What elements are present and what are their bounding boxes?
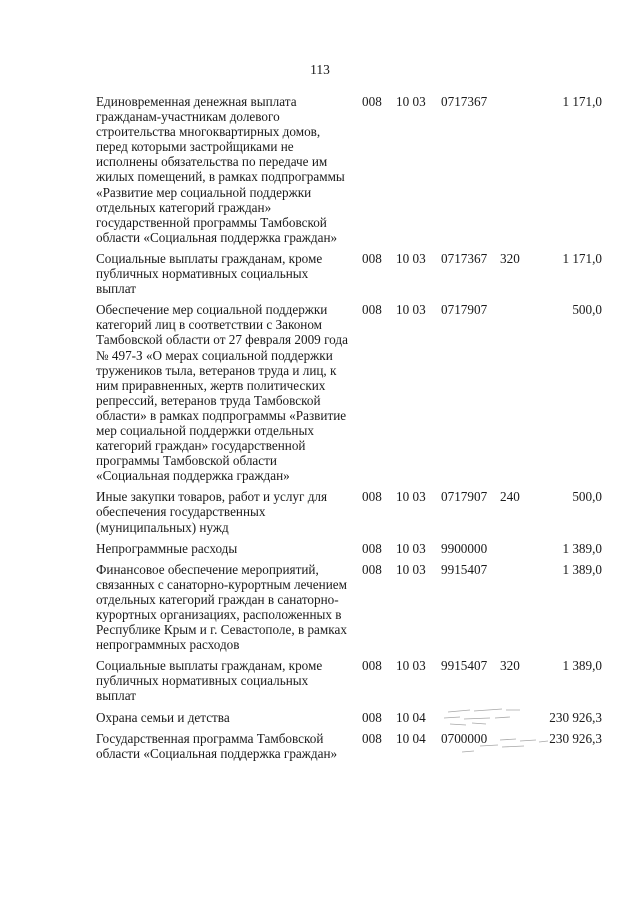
row-section-code: 10 04 <box>396 730 426 746</box>
table-row <box>96 251 610 296</box>
row-description: Социальные выплаты гражданам, кроме публичных нормативных социальных выплат <box>96 250 323 297</box>
row-description: Непрограммные расходы <box>96 540 238 556</box>
row-expense-kind: 240 <box>500 489 520 505</box>
row-description: Социальные выплаты гражданам, кроме публичных нормативных социальных выплат <box>96 658 323 704</box>
table-row <box>96 731 610 761</box>
row-description: Иные закупки товаров, работ и услуг для обеспечения государственных (муниципальных) нужд <box>96 489 328 535</box>
row-target-code: 0700000 <box>441 730 488 746</box>
row-target-code: 9900000 <box>441 540 488 556</box>
row-expense-kind: 320 <box>500 250 520 266</box>
row-amount: 1 171,0 <box>562 94 602 109</box>
table-row <box>96 710 610 725</box>
row-section-code: 10 04 <box>396 709 426 725</box>
row-amount: 500,0 <box>572 302 602 318</box>
table-row <box>96 541 610 556</box>
table-row <box>96 94 610 245</box>
row-amount: 1 389,0 <box>562 658 602 674</box>
row-description: Обеспечение мер социальной поддержки категорий лиц в соответствии с Законом Тамбовской области от 27 февраля 2009 года № 497-З «О мерах социальной поддержки тружеников тыла, ветеранов труда и лиц, к ним приравненных, жертв политических репрессий, ветеранов труда Тамбовской области» в рамках подпрограммы «Развитие мер социальной поддержки отдельных категорий граждан» государственной программы Тамбовской области «Социальная поддержка граждан» <box>96 302 348 484</box>
row-expense-kind: 320 <box>500 658 520 674</box>
row-target-code: 9915407 <box>441 561 488 577</box>
row-ministry-code: 008 <box>362 250 382 266</box>
row-amount: 1 171,0 <box>562 250 602 266</box>
row-target-code: 0717367 <box>441 94 488 109</box>
page-number: 113 <box>310 62 330 77</box>
row-target-code: 9915407 <box>441 658 488 674</box>
row-section-code: 10 03 <box>396 540 426 556</box>
row-section-code: 10 03 <box>396 561 426 577</box>
row-ministry-code: 008 <box>362 709 382 725</box>
row-ministry-code: 008 <box>362 302 382 318</box>
budget-table <box>96 94 610 767</box>
row-section-code: 10 03 <box>396 302 426 318</box>
row-amount: 1 389,0 <box>562 561 602 577</box>
row-ministry-code: 008 <box>362 489 382 505</box>
table-row <box>96 658 610 703</box>
row-amount: 500,0 <box>572 489 602 505</box>
table-row <box>96 302 610 483</box>
row-ministry-code: 008 <box>362 94 382 109</box>
row-amount: 230 926,3 <box>549 709 602 725</box>
row-description: Охрана семьи и детства <box>96 709 230 725</box>
row-description: Финансовое обеспечение мероприятий, связанных с санаторно-курортным лечением отдельных категорий граждан в санаторно-курортных организациях, расположенных в Республике Крым и г. Севастополе, в рамках непрограммных расходов <box>96 561 347 653</box>
row-target-code: 0717367 <box>441 250 488 266</box>
row-amount: 1 389,0 <box>562 540 602 556</box>
row-ministry-code: 008 <box>362 561 382 577</box>
row-amount: 230 926,3 <box>549 730 602 746</box>
row-ministry-code: 008 <box>362 730 382 746</box>
table-row <box>96 489 610 534</box>
row-section-code: 10 03 <box>396 94 426 109</box>
row-description: Государственная программа Тамбовской области «Социальная поддержка граждан» <box>96 730 338 761</box>
row-target-code: 0717907 <box>441 489 488 505</box>
table-row <box>96 562 610 653</box>
row-section-code: 10 03 <box>396 489 426 505</box>
row-target-code: 0717907 <box>441 302 488 318</box>
row-section-code: 10 03 <box>396 250 426 266</box>
row-description: Единовременная денежная выплата гражданам-участникам долевого строительства многоквартирных домов, перед которыми застройщиками не исполнены обязательства по передаче им жилых помещений, в рамках подпрограммы «Развитие мер социальной поддержки отдельных категорий граждан» государственной программы Тамбовской области «Социальная поддержка граждан» <box>96 94 345 245</box>
row-ministry-code: 008 <box>362 540 382 556</box>
row-section-code: 10 03 <box>396 658 426 674</box>
row-ministry-code: 008 <box>362 658 382 674</box>
